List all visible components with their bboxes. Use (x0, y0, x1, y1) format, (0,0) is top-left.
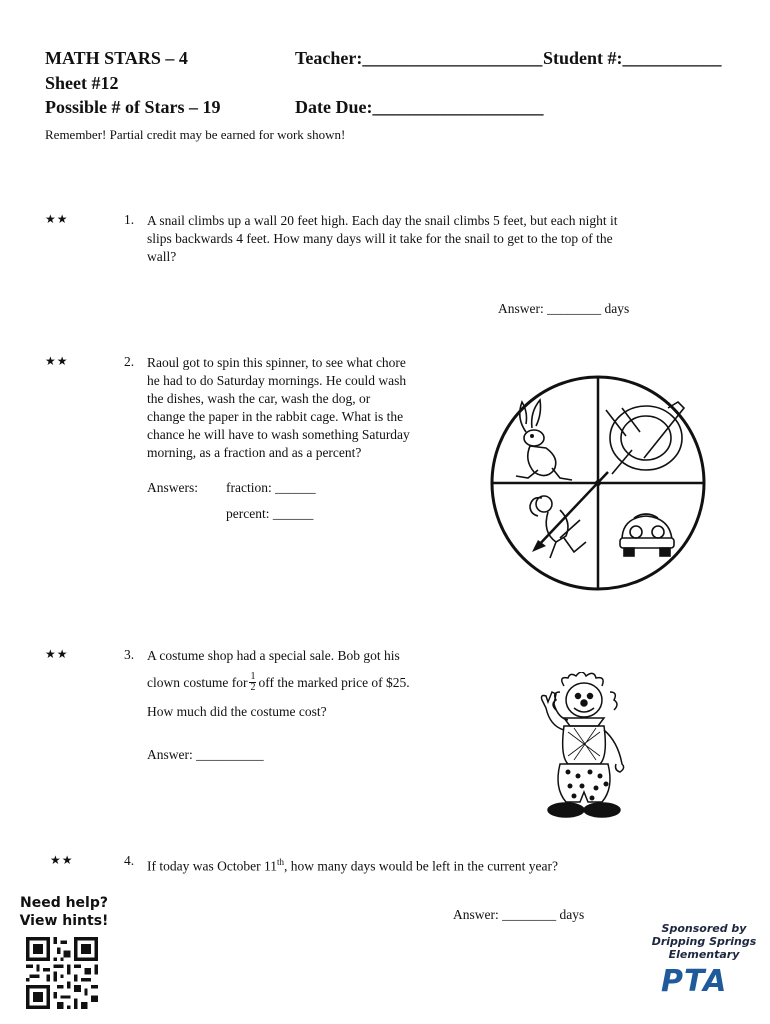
question-3-line-3: How much did the costume cost? (147, 704, 327, 719)
worksheet-title: MATH STARS – 4 (45, 48, 188, 68)
question-1-number: 1. (124, 212, 135, 227)
question-3-number: 3. (124, 647, 135, 662)
question-2-percent-answer: percent: ______ (226, 506, 314, 521)
help-hint-text: Need help? View hints! (19, 895, 109, 929)
chore-spinner-image (486, 372, 710, 594)
question-3-answer: Answer: __________ (147, 747, 264, 762)
question-3-line-2: clown costume for $\frac{1}{2}$ off the marked price of $25. (147, 671, 410, 693)
teacher-field: Teacher:____________________ (295, 48, 543, 68)
question-1-text: A snail climbs up a wall 20 feet high. Each day the snail climbs 5 feet, but each night it slips backwards 4 feet. How many days will it take for the snail to get to the top of the wall? (147, 213, 618, 264)
qr-code-icon[interactable] (26, 937, 98, 1009)
question-1-answer: Answer: ________ days (498, 301, 630, 316)
sponsor-text: Sponsored by Dripping Springs Elementary (651, 922, 757, 961)
possible-stars: Possible # of Stars – 19 (45, 97, 221, 117)
question-2-fraction-answer: fraction: ______ (226, 480, 316, 495)
question-4-text: If today was October 11th, how many days would be left in the current year? (147, 857, 559, 874)
pta-logo: PTA (661, 964, 728, 999)
student-number-field: Student #:___________ (543, 48, 722, 68)
partial-credit-note: Remember! Partial credit may be earned for work shown! (45, 127, 346, 142)
question-4-number: 4. (124, 853, 135, 868)
question-2-answers-label: Answers: (147, 480, 198, 495)
question-2-number: 2. (124, 354, 135, 369)
question-2-stars: ★★ (45, 354, 69, 368)
date-due-field: Date Due:___________________ (295, 97, 544, 117)
question-3-line-1: A costume shop had a special sale. Bob got his (147, 648, 400, 663)
question-3-stars: ★★ (45, 647, 69, 661)
one-half-fraction: $\frac{1}{2}$ (250, 671, 256, 693)
question-4-answer: Answer: ________ days (453, 907, 585, 922)
sheet-number: Sheet #12 (45, 73, 119, 93)
question-2-text: Raoul got to spin this spinner, to see what chore he had to do Saturday mornings. He could wash the dishes, wash the car, wash the dog, or change the paper in the rabbit cage. What is the chance he will have to wash something Saturday morning, as a fraction and as a percent? (147, 355, 410, 460)
question-1-stars: ★★ (45, 212, 69, 226)
clown-image (530, 672, 640, 824)
question-4-stars: ★★ (50, 853, 74, 867)
